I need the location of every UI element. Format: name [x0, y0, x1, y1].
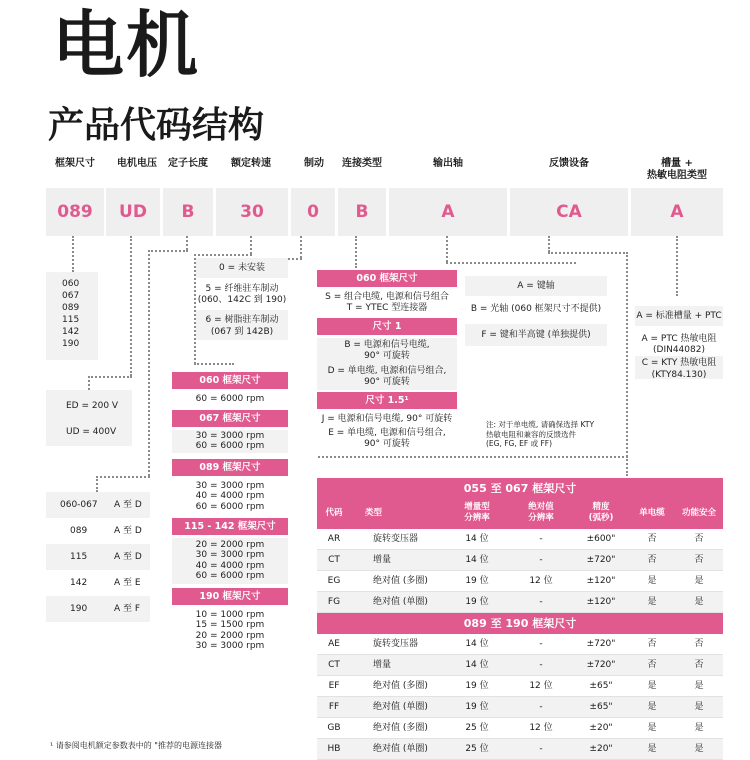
table-cell: 14 位 — [465, 555, 489, 565]
voltage-ud: UD = 400V — [66, 427, 117, 437]
table-cell: 19 位 — [465, 681, 489, 691]
speed-group-089-label: 089 框架尺寸 — [172, 459, 288, 476]
table-cell: 绝对值 (单圈) — [373, 744, 428, 754]
code-frame-size: 089 — [46, 188, 104, 236]
table-cell: ±720" — [586, 660, 616, 670]
code-rated-speed: 30 — [216, 188, 288, 236]
connector-voltage-v — [88, 376, 90, 390]
connector-shaft — [446, 236, 448, 262]
speed-group-190-lines: 10 = 1000 rpm 15 = 1500 rpm 20 = 2000 rpm 30 = 3000 rpm — [195, 610, 265, 652]
thermistor-option-kty: C = KTY 热敏电阻 (KTY84.130) — [635, 356, 723, 379]
table-cell: 是 — [694, 702, 704, 712]
table-cell: AR — [327, 534, 341, 544]
brake-option-6: 6 = 树脂驻车制动 (067 到 142B) — [196, 310, 288, 340]
frame-size-item: 190 — [62, 339, 80, 349]
table-row — [317, 592, 723, 613]
table-cell: 绝对值 (多圈) — [373, 576, 428, 586]
code-feedback-device: CA — [510, 188, 628, 236]
table-cell: EG — [327, 576, 341, 586]
table-cell: 否 — [647, 555, 657, 565]
table-cell: 旋转变压器 — [373, 639, 419, 649]
stator-frame: 142 — [70, 578, 88, 588]
speed-group-089-lines: 30 = 3000 rpm 40 = 4000 rpm 60 = 6000 rpm — [195, 481, 265, 512]
table-row — [317, 550, 723, 571]
table-row — [317, 571, 723, 592]
stator-frame: 060-067 — [60, 500, 98, 510]
table-cell: 是 — [647, 681, 657, 691]
table-cell: 14 位 — [465, 660, 489, 670]
table-cell: 12 位 — [529, 576, 553, 586]
connection-group-1: S = 组合电缆, 电源和信号组合 T = YTEC 型连接器 — [325, 292, 449, 313]
table-cell: - — [539, 639, 543, 649]
table-cell: 14 位 — [465, 534, 489, 544]
table-cell: 否 — [647, 534, 657, 544]
connector-shaft-h — [446, 262, 576, 264]
connection-group-1-label: 060 框架尺寸 — [317, 270, 457, 287]
frame-size-item: 115 — [62, 315, 80, 325]
speed-group-115-142-label: 115 - 142 框架尺寸 — [172, 518, 288, 535]
table-cell: ±65" — [589, 681, 613, 691]
connector-stator — [186, 236, 188, 250]
footnote: ¹ 请参阅电机额定参数表中的 "推荐的电源连接器 — [50, 741, 222, 750]
table-cell: 是 — [647, 597, 657, 607]
speed-group-190-label: 190 框架尺寸 — [172, 588, 288, 605]
voltage-list — [46, 390, 132, 446]
table-cell: 是 — [694, 723, 704, 733]
connection-group-3: J = 电源和信号电缆, 90° 可旋转 E = 单电缆, 电源和信号组合, 90° 可旋转 — [321, 414, 453, 449]
speed-group-115-142-lines: 20 = 2000 rpm 30 = 3000 rpm 40 = 4000 rpm 60 = 6000 rpm — [172, 538, 288, 584]
voltage-ed: ED = 200 V — [66, 401, 119, 411]
connector-speed-h — [194, 254, 252, 256]
connector-feedback-h — [548, 252, 628, 254]
connector-brake — [300, 236, 302, 258]
thermistor-option-ptc: A = PTC 热敏电阻 (DIN44082) — [641, 334, 717, 355]
table-cell: 12 位 — [529, 723, 553, 733]
table-cell: FG — [327, 597, 341, 607]
header-feedback-device: 反馈设备 — [549, 158, 589, 169]
speed-group-060-label: 060 框架尺寸 — [172, 372, 288, 389]
stator-range: A 至 E — [114, 578, 141, 588]
table-cell: FF — [328, 702, 340, 712]
frame-size-item: 060 — [62, 279, 80, 289]
connection-group-2-label: 尺寸 1 — [317, 318, 457, 335]
table-cell: ±20" — [589, 723, 613, 733]
table-row — [317, 655, 723, 676]
table-cell: 旋转变压器 — [373, 534, 419, 544]
table-cell: ±20" — [589, 744, 613, 754]
connector-voltage — [130, 236, 132, 376]
table-cell: 绝对值 (单圈) — [373, 597, 428, 607]
table-cell: ±120" — [586, 576, 616, 586]
table-cell: 否 — [647, 660, 657, 670]
header-thermistor-type: 热敏电阻类型 — [647, 170, 707, 181]
table-cell: ±65" — [589, 702, 613, 712]
connector-connection — [355, 236, 357, 268]
table-cell: - — [539, 534, 543, 544]
header-connection-type: 连接类型 — [342, 158, 382, 169]
connection-group-3-label: 尺寸 1.5¹ — [317, 392, 457, 409]
frame-size-item: 089 — [62, 303, 80, 313]
header-output-shaft: 输出轴 — [433, 158, 463, 169]
table-title-089-190: 089 至 190 框架尺寸 — [317, 613, 723, 634]
stator-frame: 089 — [70, 526, 88, 536]
col-absolute-resolution: 绝对值 分辨率 — [528, 502, 554, 523]
stator-length-list — [46, 492, 150, 626]
table-cell: 否 — [694, 639, 704, 649]
section-title: 产品代码结构 — [48, 105, 265, 146]
code-output-shaft: A — [389, 188, 507, 236]
table-cell: 12 位 — [529, 681, 553, 691]
col-code: 代码 — [325, 508, 343, 518]
table-cell: - — [539, 597, 543, 607]
connector-stator-v — [148, 250, 150, 476]
table-cell: 25 位 — [465, 723, 489, 733]
table-cell: 是 — [647, 723, 657, 733]
table-row — [317, 697, 723, 718]
table-cell: EF — [328, 681, 340, 691]
speed-group-060-lines: 60 = 6000 rpm — [195, 394, 265, 404]
table-cell: 否 — [647, 639, 657, 649]
page-title: 电机 — [52, 3, 201, 87]
table-cell: 绝对值 (单圈) — [373, 702, 428, 712]
stator-range: A 至 D — [114, 526, 142, 536]
table-cell: 是 — [694, 597, 704, 607]
table-cell: 否 — [694, 534, 704, 544]
table-cell: 是 — [694, 681, 704, 691]
header-frame-size: 框架尺寸 — [55, 158, 95, 169]
table-row — [317, 634, 723, 655]
table-cell: 否 — [694, 555, 704, 565]
table-cell: - — [539, 744, 543, 754]
table-cell: 19 位 — [465, 576, 489, 586]
table-cell: GB — [327, 723, 341, 733]
table-row — [317, 529, 723, 550]
table-header-row — [317, 499, 723, 529]
header-slot-plus: 槽量 + — [661, 158, 693, 169]
header-rated-speed: 额定转速 — [231, 158, 271, 169]
table-cell: - — [539, 555, 543, 565]
feedback-note: 注: 对于单电缆, 请确保选择 KTY 热敏电阻和兼容的反馈选件 (EG, FG, EF 或 FF) — [486, 420, 595, 448]
header-brake: 制动 — [304, 158, 324, 169]
connector-feedback — [548, 236, 550, 252]
header-stator-length: 定子长度 — [168, 158, 208, 169]
table-cell: 19 位 — [465, 702, 489, 712]
col-accuracy: 精度 (弧秒) — [588, 502, 614, 523]
table-cell: 14 位 — [465, 639, 489, 649]
connector-brake-h — [288, 258, 302, 260]
code-thermistor: A — [631, 188, 723, 236]
shaft-option-f: F = 键和半高键 (单独提供) — [465, 324, 607, 346]
connector-thermistor — [676, 236, 678, 296]
table-cell: ±600" — [586, 534, 616, 544]
col-functional-safety: 功能安全 — [681, 508, 716, 518]
table-title-055-067: 055 至 067 框架尺寸 — [317, 478, 723, 499]
stator-frame: 190 — [70, 604, 88, 614]
connection-group-2: B = 电源和信号电缆, 90° 可旋转 D = 单电缆, 电源和信号组合, 90° 可旋转 — [317, 338, 457, 390]
table-cell: 否 — [694, 660, 704, 670]
connector-voltage-h — [88, 376, 132, 378]
table-row — [317, 676, 723, 697]
col-type: 类型 — [365, 508, 383, 518]
table-cell: 是 — [694, 576, 704, 586]
shaft-option-a: A = 键轴 — [465, 276, 607, 296]
table-cell: - — [539, 660, 543, 670]
connector-feedback-v — [626, 252, 628, 476]
table-cell: ±120" — [586, 597, 616, 607]
code-brake: 0 — [291, 188, 335, 236]
connector-speed — [250, 236, 252, 254]
thermistor-option-a: A = 标准槽量 + PTC — [635, 306, 723, 326]
stator-range: A 至 F — [114, 604, 141, 614]
connector-speed-h2 — [194, 363, 234, 365]
connector-stator-h — [148, 250, 188, 252]
speed-group-067-lines: 30 = 3000 rpm 60 = 6000 rpm — [172, 430, 288, 453]
table-cell: 绝对值 (多圈) — [373, 723, 428, 733]
stator-range: A 至 D — [114, 500, 142, 510]
stator-frame: 115 — [70, 552, 88, 562]
table-cell: - — [539, 702, 543, 712]
connector-stator-h2 — [96, 476, 150, 478]
col-incremental-resolution: 增量型 分辨率 — [464, 502, 490, 523]
table-cell: CT — [328, 555, 340, 565]
code-stator-length: B — [163, 188, 213, 236]
col-single-cable: 单电缆 — [639, 508, 665, 518]
table-cell: 增量 — [373, 660, 392, 670]
table-cell: 是 — [647, 744, 657, 754]
shaft-option-b: B = 光轴 (060 框架尺寸不提供) — [470, 304, 602, 314]
table-cell: 增量 — [373, 555, 392, 565]
table-cell: AE — [328, 639, 340, 649]
speed-group-067-label: 067 框架尺寸 — [172, 410, 288, 427]
table-cell: 是 — [694, 744, 704, 754]
frame-size-list — [46, 272, 98, 360]
connector-frame — [72, 236, 74, 272]
table-row — [317, 718, 723, 739]
code-connection-type: B — [338, 188, 386, 236]
brake-option-5: 5 = 纤维驻车制动 (060、142C 到 190) — [197, 284, 287, 305]
brake-option-0: 0 = 未安装 — [196, 258, 288, 278]
table-cell: 是 — [647, 702, 657, 712]
table-cell: 绝对值 (多圈) — [373, 681, 428, 691]
frame-size-item: 142 — [62, 327, 80, 337]
frame-size-item: 067 — [62, 291, 80, 301]
table-cell: ±720" — [586, 555, 616, 565]
table-cell: 25 位 — [465, 744, 489, 754]
table-cell: 19 位 — [465, 597, 489, 607]
code-motor-voltage: UD — [106, 188, 160, 236]
feedback-table — [317, 478, 723, 760]
header-motor-voltage: 电机电压 — [117, 158, 157, 169]
table-cell: HB — [327, 744, 341, 754]
stator-range: A 至 D — [114, 552, 142, 562]
table-cell: CT — [328, 660, 340, 670]
table-cell: 是 — [647, 576, 657, 586]
connector-feedback-h2 — [318, 456, 628, 458]
connector-stator-v2 — [96, 476, 98, 492]
table-cell: ±720" — [586, 639, 616, 649]
